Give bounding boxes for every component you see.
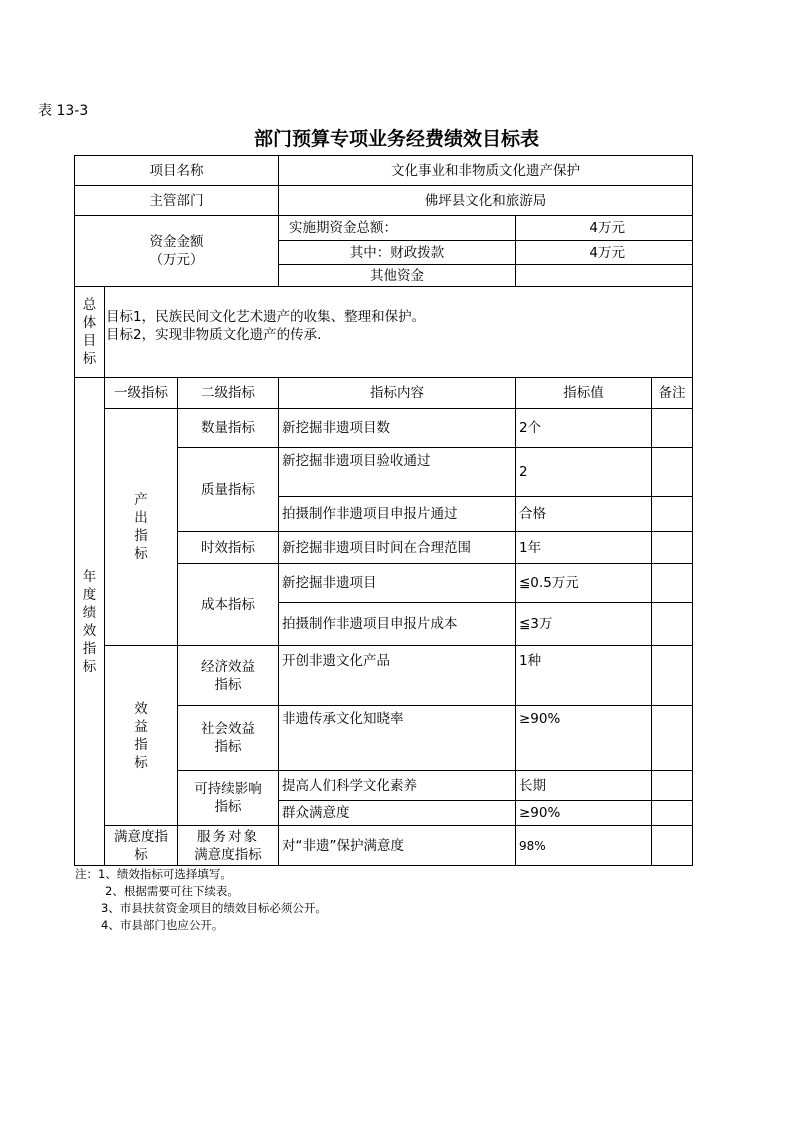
- quality-value-2: 合格: [519, 506, 546, 522]
- effect-label-char: 标: [134, 754, 148, 771]
- quantity-content: 新挖掘非遗项目数: [282, 420, 390, 436]
- social-label: [178, 706, 278, 770]
- time-label: 时效指标: [201, 539, 255, 556]
- table-number: 表 13-3: [38, 103, 89, 119]
- overall-label-char: 总: [82, 297, 97, 313]
- sustain-value-1: 长期: [519, 777, 546, 794]
- sustain-label: [178, 771, 278, 825]
- overall-label-char: 目: [82, 333, 97, 349]
- social-label-line2: 指标: [214, 739, 242, 755]
- effect-label-char: 益: [134, 718, 148, 735]
- notes: [75, 866, 327, 934]
- funds-total-value: 4万元: [589, 220, 625, 236]
- quality-content-2: 拍摄制作非遗项目申报片通过: [282, 506, 458, 522]
- annual-label-char: 效: [82, 622, 97, 639]
- header-level1: 一级指标: [114, 385, 168, 401]
- econ-label-line2: 指标: [214, 676, 242, 693]
- header-level2: 二级指标: [201, 385, 255, 401]
- effect-label-char: 指: [134, 736, 148, 753]
- service-label: [178, 826, 278, 865]
- effect-indicators-label: [105, 646, 177, 825]
- output-label-char: 出: [134, 510, 148, 526]
- satisfaction-indicators-label: [105, 826, 177, 865]
- header-value: 指标值: [563, 385, 604, 401]
- sustain-value-2: ≥90%: [519, 805, 561, 821]
- time-value: 1年: [519, 539, 542, 556]
- funds-fiscal-label: 其中：财政拨款: [349, 244, 445, 261]
- overall-goal-line2: 目标2，实现非物质文化遗产的传承.: [106, 327, 322, 343]
- service-label-line1: 服务对象: [197, 828, 259, 845]
- econ-value: 1种: [519, 653, 542, 669]
- header-content: 指标内容: [370, 385, 424, 401]
- econ-content: 开创非遗文化产品: [282, 653, 390, 669]
- sustain-content-2: 群众满意度: [282, 805, 350, 821]
- overall-goal-line1: 目标1，民族民间文化艺术遗产的收集、整理和保护。: [106, 309, 426, 325]
- header-remark: 备注: [658, 385, 686, 401]
- overall-goal-text: [106, 308, 686, 348]
- quantity-label: 数量指标: [201, 420, 255, 436]
- effect-label-char: 效: [134, 700, 148, 717]
- quality-content-1: 新挖掘非遗项目验收通过: [282, 453, 431, 469]
- annual-label-char: 年: [82, 568, 97, 585]
- note-item: 3、市县扶贫资金项目的绩效目标必须公开。: [101, 901, 327, 915]
- note-item: 2、根据需要可往下续表。: [105, 884, 239, 898]
- service-content: 对“非遗”保护满意度: [282, 837, 404, 854]
- satisfaction-label-line1: 满意度指: [114, 828, 168, 845]
- output-label-char: 指: [134, 528, 148, 544]
- cost-label: 成本指标: [201, 596, 255, 613]
- note-item: 4、市县部门也应公开。: [101, 918, 224, 932]
- sustain-label-line1: 可持续影响: [194, 781, 262, 797]
- overall-label-char: 标: [82, 351, 97, 367]
- annual-label-char: 标: [82, 658, 97, 675]
- service-value: 98%: [519, 838, 546, 853]
- quality-value-1: 2: [519, 464, 528, 480]
- social-content: 非遗传承文化知晓率: [282, 711, 404, 727]
- satisfaction-label-line2: 标: [134, 846, 148, 863]
- social-value: ≥90%: [519, 711, 561, 727]
- funds-label-line2: （万元）: [149, 252, 204, 268]
- project-name-value: 文化事业和非物质文化遗产保护: [391, 162, 580, 179]
- annual-label-char: 度: [82, 586, 97, 603]
- output-label-char: 标: [134, 546, 148, 562]
- cost-value-1: ≦0.5万元: [519, 575, 579, 591]
- sustain-content-1: 提高人们科学文化素养: [282, 777, 417, 794]
- time-content: 新挖掘非遗项目时间在合理范围: [282, 539, 471, 556]
- overall-label-char: 体: [82, 315, 97, 331]
- page-title: 部门预算专项业务经费绩效目标表: [253, 128, 539, 150]
- cost-content-2: 拍摄制作非遗项目申报片成本: [282, 616, 458, 632]
- overall-goal-label: [75, 287, 104, 377]
- social-label-line1: 社会效益: [201, 721, 255, 737]
- econ-label: [178, 646, 278, 705]
- project-name-label: 项目名称: [149, 162, 204, 179]
- annual-indicators-label: [75, 378, 104, 865]
- quality-label: 质量指标: [201, 481, 255, 498]
- funds-total-label: 实施期资金总额：: [289, 220, 397, 236]
- dept-label: 主管部门: [149, 192, 204, 209]
- quantity-value: 2个: [519, 420, 542, 436]
- funds-label: [75, 216, 278, 286]
- service-label-line2: 满意度指标: [194, 846, 262, 863]
- econ-label-line1: 经济效益: [201, 658, 255, 675]
- output-indicators-label: [105, 409, 177, 645]
- cost-value-2: ≦3万: [519, 616, 553, 632]
- funds-other-value: [516, 265, 692, 286]
- funds-label-line1: 资金金额: [149, 234, 204, 250]
- note-item: 注：1、绩效指标可选择填写。: [75, 867, 232, 881]
- funds-fiscal-value: 4万元: [589, 244, 625, 261]
- sustain-label-line2: 指标: [214, 799, 242, 815]
- funds-other-label: 其他资金: [370, 267, 424, 284]
- output-label-char: 产: [134, 492, 148, 508]
- annual-label-char: 绩: [82, 604, 97, 621]
- annual-label-char: 指: [82, 640, 97, 657]
- dept-value: 佛坪县文化和旅游局: [424, 192, 547, 209]
- cost-content-1: 新挖掘非遗项目: [282, 575, 377, 591]
